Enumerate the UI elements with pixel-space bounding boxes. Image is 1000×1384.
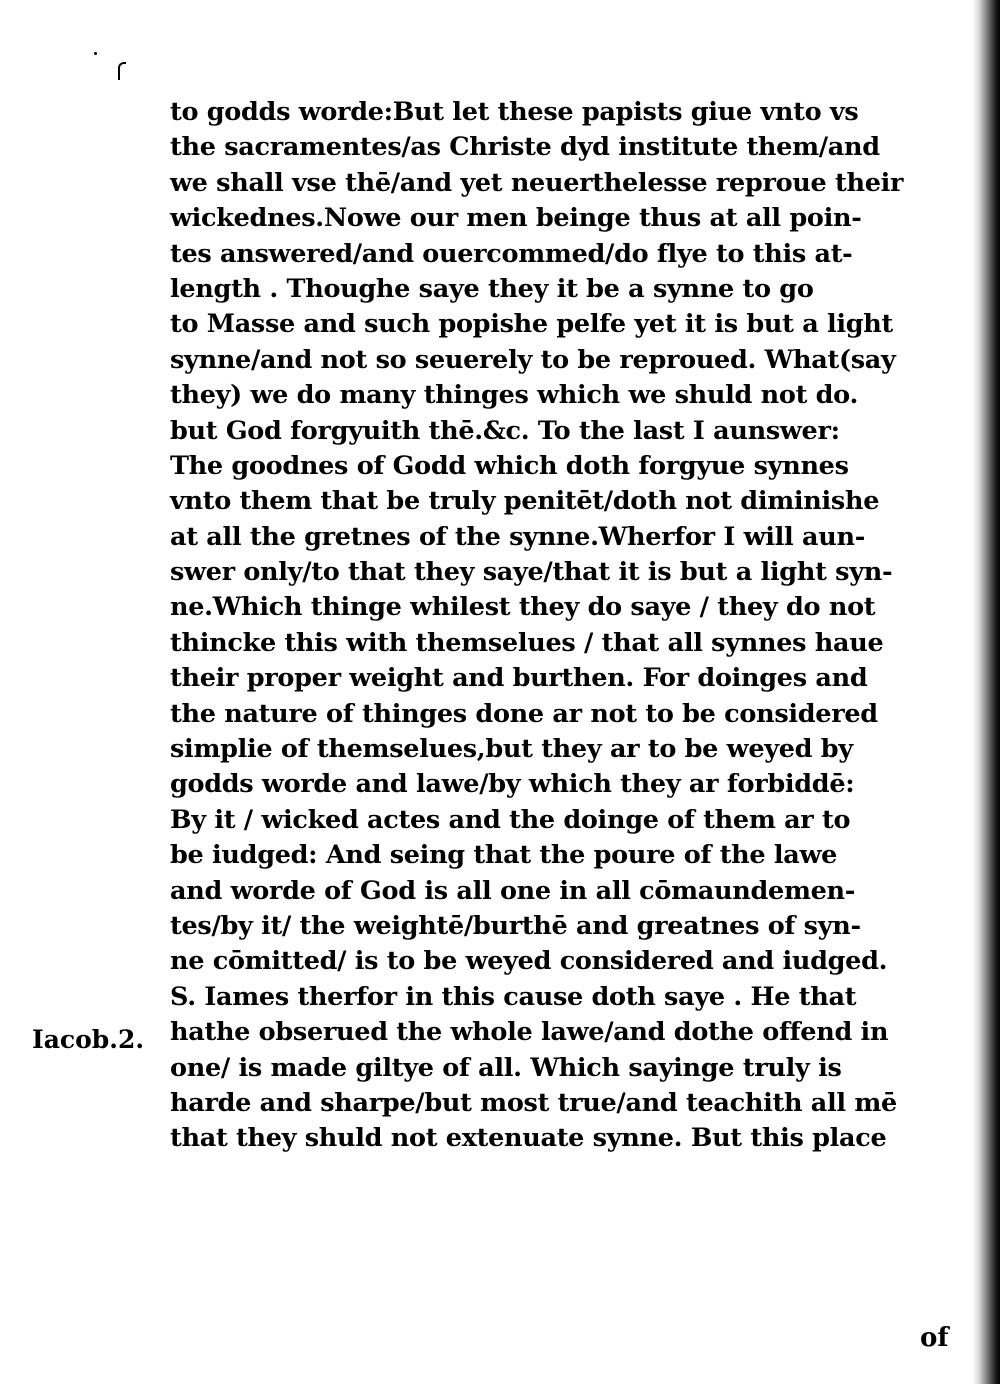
text-block	[170, 95, 970, 1157]
margin-dot	[94, 52, 97, 55]
margin-tick	[118, 62, 126, 80]
text-line: synne/and not so seuerely to be reproued. What(say	[170, 344, 896, 375]
text-line: we shall vse thē/and yet neuerthelesse reproue their	[170, 167, 904, 198]
text-line: tes answered/and ouercommed/do flye to this at-	[170, 238, 853, 269]
margin-mark	[92, 40, 132, 80]
text-line: swer only/to that they saye/that it is but a light syn-	[170, 557, 893, 588]
text-line: one/ is made giltye of all. Which sayinge truly is	[170, 1052, 842, 1083]
catchword: of	[920, 1323, 949, 1353]
text-line: godds worde and lawe/by which they ar forbiddē:	[170, 769, 855, 800]
text-line: harde and sharpe/but most true/and teachith all mē	[170, 1087, 897, 1118]
text-line: ne.Which thinge whilest they do saye / they do not	[170, 592, 876, 623]
text-line: vnto them that be truly penitēt/doth not diminishe	[170, 486, 880, 517]
text-line: simplie of themselues,but they ar to be weyed by	[170, 734, 853, 765]
text-line: at all the gretnes of the synne.Wherfor I will aun-	[170, 521, 865, 552]
text-line: that they shuld not extenuate synne. But this place	[170, 1123, 887, 1154]
text-line: they) we do many thinges which we shuld not do.	[170, 380, 859, 411]
text-line: their proper weight and burthen. For doinges and	[170, 663, 868, 694]
text-line: thincke this with themselues / that all synnes haue	[170, 627, 884, 658]
text-line: ne cōmitted/ is to be weyed considered and iudged.	[170, 946, 888, 977]
text-line: to Masse and such popishe pelfe yet it is but a light	[170, 309, 894, 340]
text-line: The goodnes of Godd which doth forgyue synnes	[170, 450, 849, 481]
text-line: the sacramentes/as Christe dyd institute them/and	[170, 132, 880, 163]
text-line: S. Iames therfor in this cause doth saye . He that	[170, 981, 857, 1012]
text-line: length . Thoughe saye they it be a synne to go	[170, 273, 814, 304]
text-line: but God forgyuith thē.&c. To the last I aunswer:	[170, 415, 840, 446]
text-line: and worde of God is all one in all cōmaundemen-	[170, 875, 856, 906]
text-line: be iudged: And seing that the poure of the lawe	[170, 840, 838, 871]
text-line: the nature of thinges done ar not to be considered	[170, 698, 878, 729]
text-line: hathe obserued the whole lawe/and dothe offend in	[170, 1017, 889, 1048]
text-line: tes/by it/ the weightē/burthē and greatnes of syn-	[170, 910, 861, 941]
text-line: By it / wicked actes and the doinge of them ar to	[170, 804, 851, 835]
margin-note: Iacob.2.	[32, 1025, 145, 1054]
page-edge-shadow	[972, 0, 1000, 1384]
text-line: wickednes.Nowe our men beinge thus at all poin-	[170, 203, 862, 234]
text-line: to godds worde:But let these papists giue vnto vs	[170, 97, 859, 127]
